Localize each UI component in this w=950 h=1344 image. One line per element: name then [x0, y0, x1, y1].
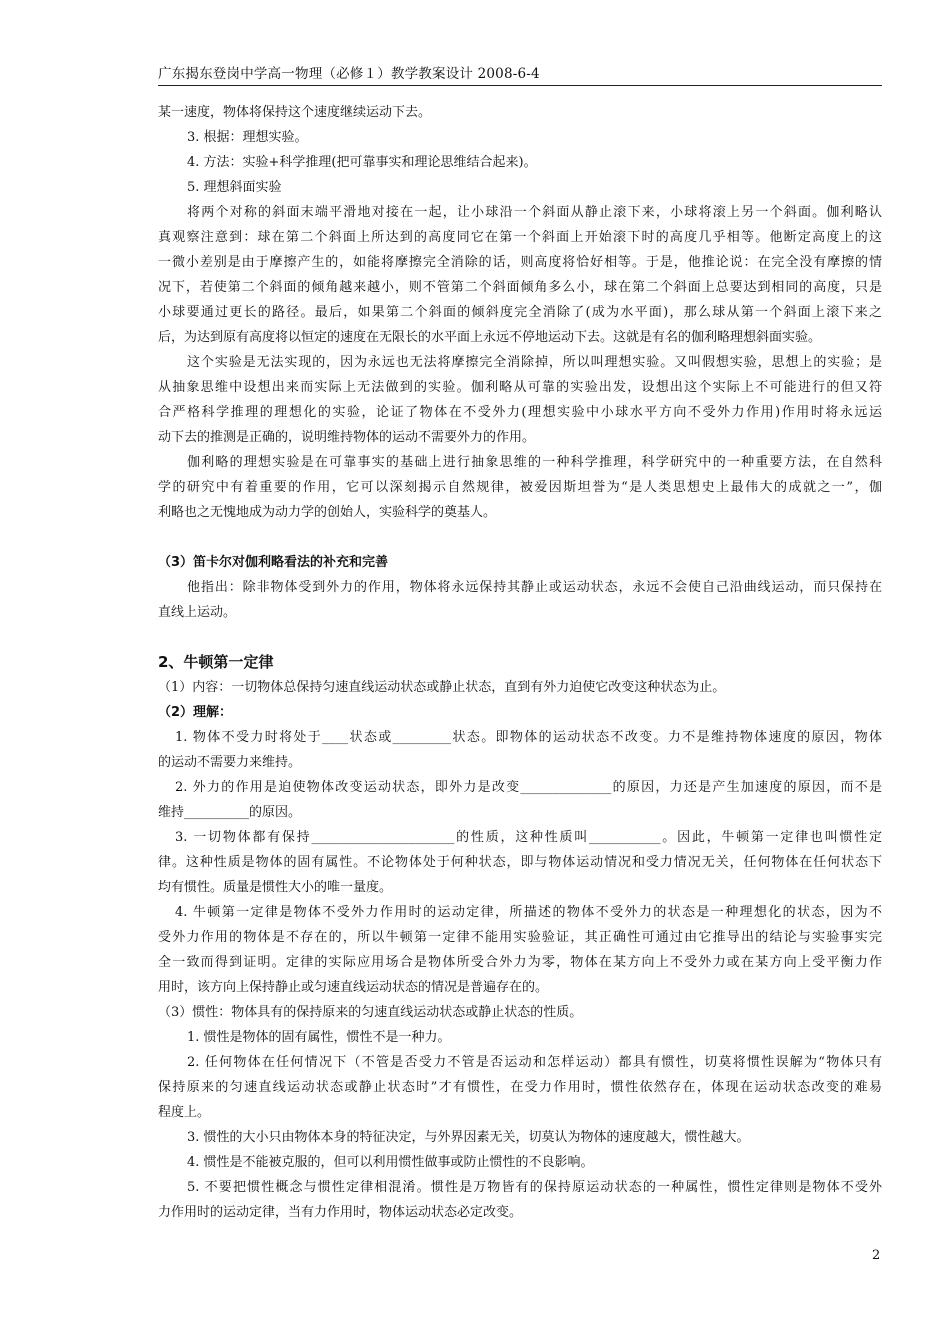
text-line: 合严格科学推理的理想化的实验，论证了物体在不受外力(理想实验中小球水平方向不受外力作用)作用时将永远运 [158, 405, 882, 420]
text-line: 利略也之无愧地成为动力学的创始人，实验科学的奠基人。 [158, 505, 497, 520]
text-line: 2. 外力的作用是迫使物体改变运动状态，即外力是改变______________的原因，力还是产生加速度的原因，而不是 [175, 780, 882, 795]
text-line: 况下，若使第二个斜面的倾角越来越小，则不管第二个斜面倾角多么小，球在第二个斜面上总要达到相同的高度，只是 [158, 280, 882, 295]
spacer [158, 525, 882, 550]
text-line: 直线上运动。 [158, 605, 237, 620]
text-line: 维持__________的原因。 [158, 805, 302, 820]
text-line: 律。这种性质是物体的固有属性。不论物体处于何种状态，即与物体运动情况和受力情况无关，任何物体在任何状态下 [158, 855, 882, 870]
text-line: 全一致而得到证明。定律的实际应用场合是物体所受合外力为零，物体在某方向上不受外力或在某方向上受平衡力作 [158, 955, 882, 970]
text-line: 将两个对称的斜面末端平滑地对接在一起，让小球沿一个斜面从静止滚下来，小球将滚上另一个斜面。伽利略认 [187, 205, 882, 220]
text-line: 后，为达到原有高度将以恒定的速度在无限长的水平面上永远不停地运动下去。这就是有名的伽利略理想斜面实验。 [158, 330, 822, 345]
text-line: 3. 惯性的大小只由物体本身的特征决定，与外界因素无关，切莫认为物体的速度越大，惯性越大。 [187, 1130, 750, 1145]
text-line: （2）理解： [158, 705, 233, 720]
text-line: 保持原来的匀速直线运动状态或静止状态时”才有惯性，在受力作用时，惯性依然存在，体现在运动状态改变的难易 [158, 1080, 882, 1095]
text-line: 用时，该方向上保持静止或匀速直线运动状态的情况是普遍存在的。 [158, 980, 549, 995]
text-line: 小球要通过更长的路径。最后，如果第二个斜面的倾斜度完全消除了(成为水平面)，那么球从第一个斜面上滚下来之 [158, 305, 882, 320]
text-line: 5. 理想斜面实验 [187, 180, 282, 195]
text-line: 的运动不需要力来维持。 [158, 755, 302, 770]
spacer [158, 625, 882, 650]
text-line: 动下去的推测是正确的，说明维持物体的运动不需要外力的作用。 [158, 430, 536, 445]
page-header: 广东揭东登岗中学高一物理（必修１）教学教案设计 2008-6-4 [158, 62, 882, 86]
text-line: 他指出：除非物体受到外力的作用，物体将永远保持其静止或运动状态，永远不会使自己沿曲线运动，而只保持在 [187, 580, 882, 595]
text-line: 4. 牛顿第一定律是物体不受外力作用时的运动定律，所描述的物体不受外力的状态是一种理想化的状态，因为不 [175, 905, 882, 920]
text-line: （1）内容：一切物体总保持匀速直线运动状态或静止状态，直到有外力迫使它改变这种状态为止。 [158, 680, 726, 695]
text-line: 从抽象思维中设想出来而实际上无法做到的实验。伽利略从可靠的实验出发，设想出这个实际上不可能进行的但又符 [158, 380, 882, 395]
text-line: 程度上。 [158, 1105, 211, 1120]
text-line: 均有惯性。质量是惯性大小的唯一量度。 [158, 880, 393, 895]
text-line: （3）惯性：物体具有的保持原来的匀速直线运动状态或静止状态的性质。 [158, 1005, 583, 1020]
text-line: 真观察注意到：球在第二个斜面上所达到的高度同它在第一个斜面上开始滚下时的高度几乎相等。他断定高度上的这 [158, 230, 882, 245]
text-line: （3）笛卡尔对伽利略看法的补充和完善 [158, 555, 389, 570]
text-line: 5. 不要把惯性概念与惯性定律相混淆。惯性是万物皆有的保持原运动状态的一种属性，惯性定律则是物体不受外 [187, 1180, 882, 1195]
document-body [158, 100, 882, 1225]
text-line: 1. 惯性是物体的固有属性，惯性不是一种力。 [187, 1030, 451, 1045]
text-line: 受外力作用的物体是不存在的，所以牛顿第一定律不能用实验验证，其正确性可通过由它推导出的结论与实验事实完 [158, 930, 882, 945]
text-line: 2、牛顿第一定律 [158, 653, 274, 671]
text-line: 学的研究中有着重要的作用，它可以深刻揭示自然规律，被爱因斯坦誉为“是人类思想史上最伟大的成就之一”，伽 [158, 480, 882, 495]
text-line: 4. 惯性是不能被克服的，但可以利用惯性做事或防止惯性的不良影响。 [187, 1155, 594, 1170]
text-line: 力作用时的运动定律，当有力作用时，物体运动状态必定改变。 [158, 1205, 523, 1220]
text-line: 伽利略的理想实验是在可靠事实的基础上进行抽象思维的一种科学推理，科学研究中的一种重要方法，在自然科 [187, 455, 882, 470]
text-line: 一微小差别是由于摩擦产生的，如能将摩擦完全消除的话，则高度将恰好相等。于是，他推论说：在完全没有摩擦的情 [158, 255, 882, 270]
page-number: 2 [872, 1248, 881, 1263]
text-line: 1. 物体不受力时将处于____状态或_________状态。即物体的运动状态不改变。力不是维持物体速度的原因，物体 [175, 730, 882, 745]
text-line: 3. 根据：理想实验。 [187, 130, 308, 145]
text-line: 4. 方法：实验+科学推理(把可靠事实和理论思维结合起来)。 [187, 155, 537, 170]
text-line: 某一速度，物体将保持这个速度继续运动下去。 [158, 105, 432, 120]
text-line: 2. 任何物体在任何情况下（不管是否受力不管是否运动和怎样运动）都具有惯性，切莫将惯性误解为“物体只有 [187, 1055, 882, 1070]
text-line: 这个实验是无法实现的，因为永远也无法将摩擦完全消除掉，所以叫理想实验。又叫假想实验，思想上的实验；是 [187, 355, 882, 370]
text-line: 3. 一切物体都有保持______________________的性质，这种性质叫___________。因此，牛顿第一定律也叫惯性定 [175, 830, 882, 845]
